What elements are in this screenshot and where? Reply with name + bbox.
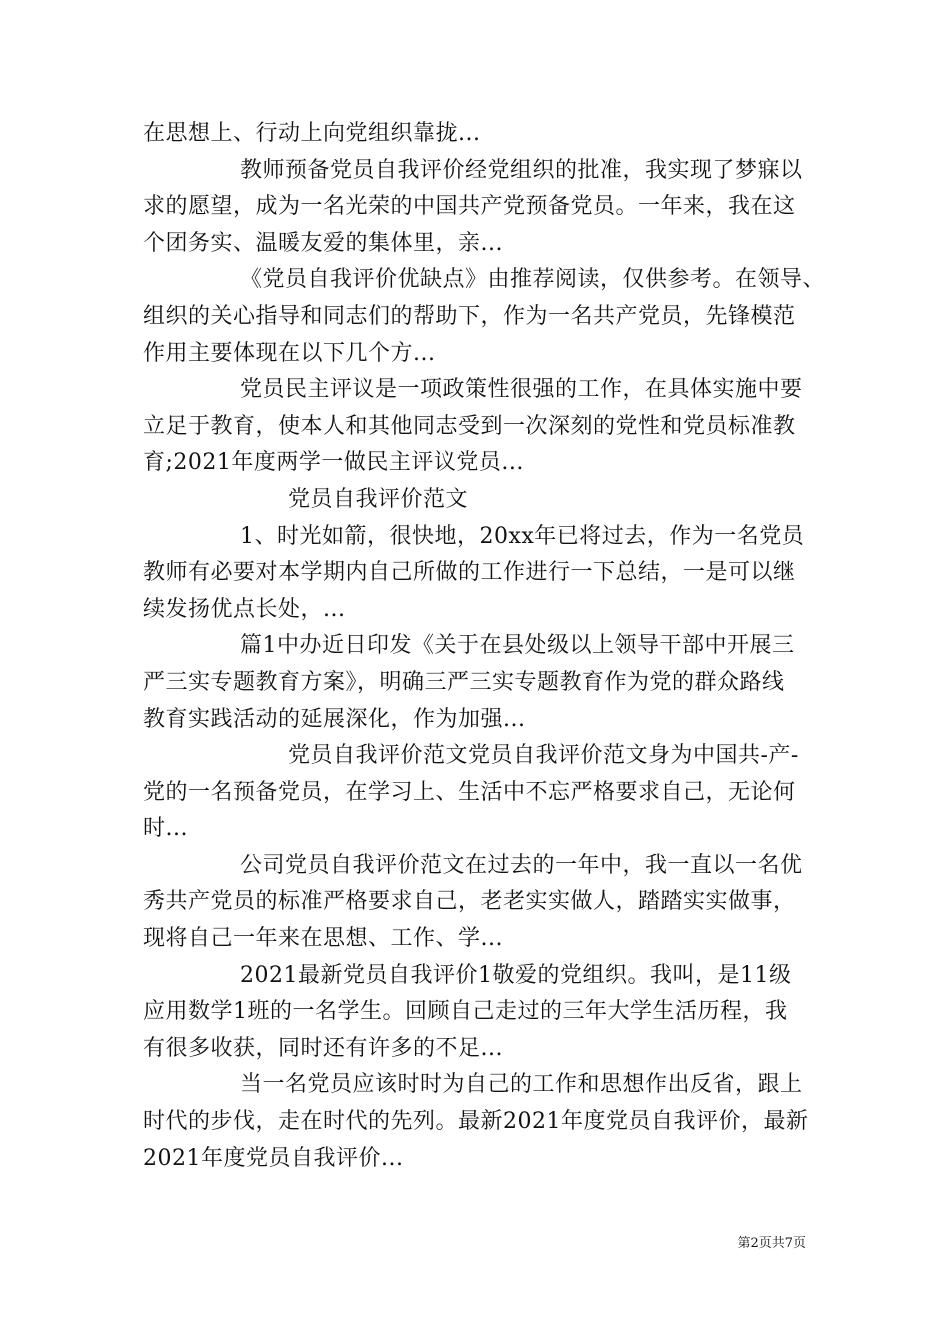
text-line: 党员民主评议是一项政策性很强的工作，在具体实施中要 bbox=[240, 377, 803, 403]
text-line: 秀共产党员的标准严格要求自己，老老实实做人，踏踏实实做事， bbox=[143, 889, 796, 915]
text-line: 续发扬优点长处，... bbox=[143, 596, 346, 622]
text-line: 公司党员自我评价范文在过去的一年中，我一直以一名优 bbox=[240, 852, 803, 878]
text-line: 在思想上、行动上向党组织靠拢... bbox=[143, 121, 481, 146]
paragraph bbox=[143, 958, 809, 1068]
text-line: 求的愿望，成为一名光荣的中国共产党预备党员。一年来，我在这 bbox=[143, 194, 796, 220]
text-line: 个团务实、温暖友爱的集体里，亲... bbox=[143, 230, 503, 256]
text-line: 现将自己一年来在思想、工作、学... bbox=[143, 926, 503, 952]
paragraph bbox=[143, 372, 809, 482]
text-line: 教育实践活动的延展深化，作为加强... bbox=[143, 706, 526, 732]
text-line: 育;2021年度两学一做民主评议党员... bbox=[143, 450, 524, 476]
section-heading bbox=[143, 482, 809, 519]
text-line: 严三实专题教育方案》，明确三严三实专题教育作为党的群众路线 bbox=[143, 669, 785, 695]
paragraph bbox=[143, 848, 809, 958]
text-line: 时... bbox=[143, 816, 188, 842]
page-number-footer: 第2页共7页 bbox=[737, 1236, 806, 1251]
section-title: 党员自我评价范文 bbox=[288, 486, 469, 512]
text-line: 组织的关心指导和同志们的帮助下，作为一名共产党员，先锋模范 bbox=[143, 303, 796, 329]
text-line: 作用主要体现在以下几个方... bbox=[143, 340, 436, 366]
text-line: 2021年度党员自我评价... bbox=[143, 1145, 404, 1171]
paragraph bbox=[143, 262, 826, 372]
text-line: 《党员自我评价优缺点》由推荐阅读，仅供参考。在领导、 bbox=[240, 267, 826, 293]
text-line: 党的一名预备党员，在学习上、生活中不忘严格要求自己，无论何 bbox=[143, 779, 796, 805]
text-line: 1、时光如箭，很快地，20xx年已将过去，作为一名党员 bbox=[240, 523, 805, 549]
document-body bbox=[143, 116, 826, 1177]
text-line: 篇1中办近日印发《关于在县处级以上领导干部中开展三 bbox=[240, 633, 795, 659]
paragraph bbox=[143, 738, 809, 848]
text-line: 立足于教育，使本人和其他同志受到一次深刻的党性和党员标准教 bbox=[143, 413, 796, 439]
text-line: 教师预备党员自我评价经党组织的批准，我实现了梦寐以 bbox=[240, 157, 803, 183]
paragraph bbox=[143, 628, 809, 738]
text-line: 2021最新党员自我评价1敬爱的党组织。我叫，是11级 bbox=[240, 962, 792, 988]
paragraph bbox=[143, 1067, 809, 1177]
paragraph bbox=[143, 153, 809, 263]
text-line: 时代的步伐，走在时代的先列。最新2021年度党员自我评价，最新 bbox=[143, 1109, 809, 1135]
paragraph bbox=[143, 519, 809, 629]
text-line: 党员自我评价范文党员自我评价范文身为中国共-产- bbox=[288, 743, 799, 769]
text-line: 教师有必要对本学期内自己所做的工作进行一下总结，一是可以继 bbox=[143, 560, 796, 586]
text-line: 当一名党员应该时时为自己的工作和思想作出反省，跟上 bbox=[240, 1072, 803, 1098]
text-line: 应用数学1班的一名学生。回顾自己走过的三年大学生活历程，我 bbox=[143, 999, 788, 1025]
text-line: 有很多收获，同时还有许多的不足... bbox=[143, 1035, 503, 1061]
paragraph-continuation bbox=[143, 116, 809, 153]
